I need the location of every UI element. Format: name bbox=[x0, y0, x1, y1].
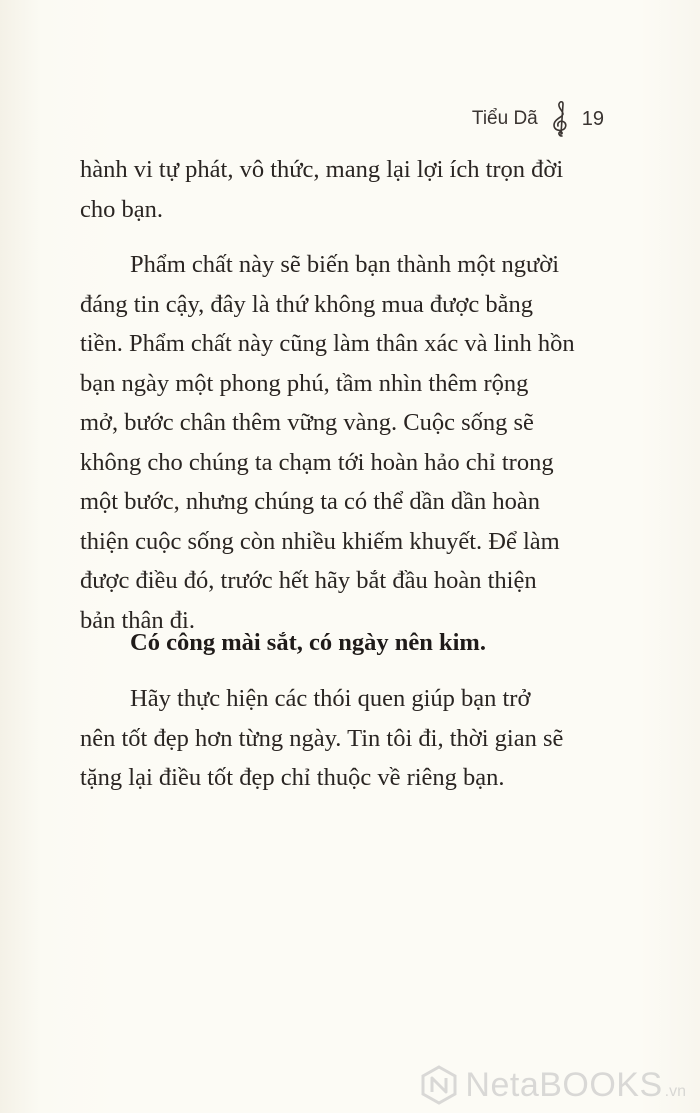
watermark-suffix: .vn bbox=[664, 1083, 686, 1100]
treble-clef-icon bbox=[550, 100, 572, 138]
text-line: mở, bước chân thêm vững vàng. Cuộc sống sẽ bbox=[80, 409, 534, 436]
section-heading: Có công mài sắt, có ngày nên kim. bbox=[130, 629, 486, 656]
netabooks-logo-icon bbox=[419, 1065, 459, 1105]
text-line: bản thân đi. bbox=[80, 606, 195, 634]
text-line: đáng tin cậy, đây là thứ không mua được bằng bbox=[80, 290, 533, 318]
text-line: tặng lại điều tốt đẹp chỉ thuộc về riêng bạn. bbox=[80, 764, 505, 791]
text-line: hành vi tự phát, vô thức, mang lại lợi ích trọn đời bbox=[80, 156, 564, 183]
watermark-brand: NetaBOOKS bbox=[465, 1065, 663, 1104]
running-title: Tiểu Dã bbox=[471, 108, 538, 129]
text-line: Hãy thực hiện các thói quen giúp bạn trở bbox=[130, 685, 531, 712]
text-line: tiền. Phẩm chất này cũng làm thân xác và linh hồn bbox=[80, 330, 575, 357]
text-line: cho bạn. bbox=[80, 195, 163, 223]
watermark bbox=[419, 1065, 686, 1105]
paragraph-2 bbox=[80, 245, 620, 640]
paragraph-1 bbox=[80, 150, 620, 229]
page-number: 19 bbox=[581, 107, 604, 130]
text-line: được điều đó, trước hết hãy bắt đầu hoàn thiện bbox=[80, 567, 537, 594]
text-line: nên tốt đẹp hơn từng ngày. Tin tôi đi, thời gian sẽ bbox=[80, 724, 564, 752]
text-line: Phẩm chất này sẽ biến bạn thành một người bbox=[130, 251, 560, 278]
text-line: một bước, nhưng chúng ta có thể dần dần hoàn bbox=[80, 488, 540, 515]
text-line: thiện cuộc sống còn nhiều khiếm khuyết. Để làm bbox=[80, 527, 560, 555]
text-line: bạn ngày một phong phú, tầm nhìn thêm rộng bbox=[80, 369, 529, 397]
text-line: không cho chúng ta chạm tới hoàn hảo chỉ trong bbox=[80, 448, 554, 476]
paragraph-3 bbox=[80, 679, 620, 798]
running-header bbox=[472, 100, 604, 138]
